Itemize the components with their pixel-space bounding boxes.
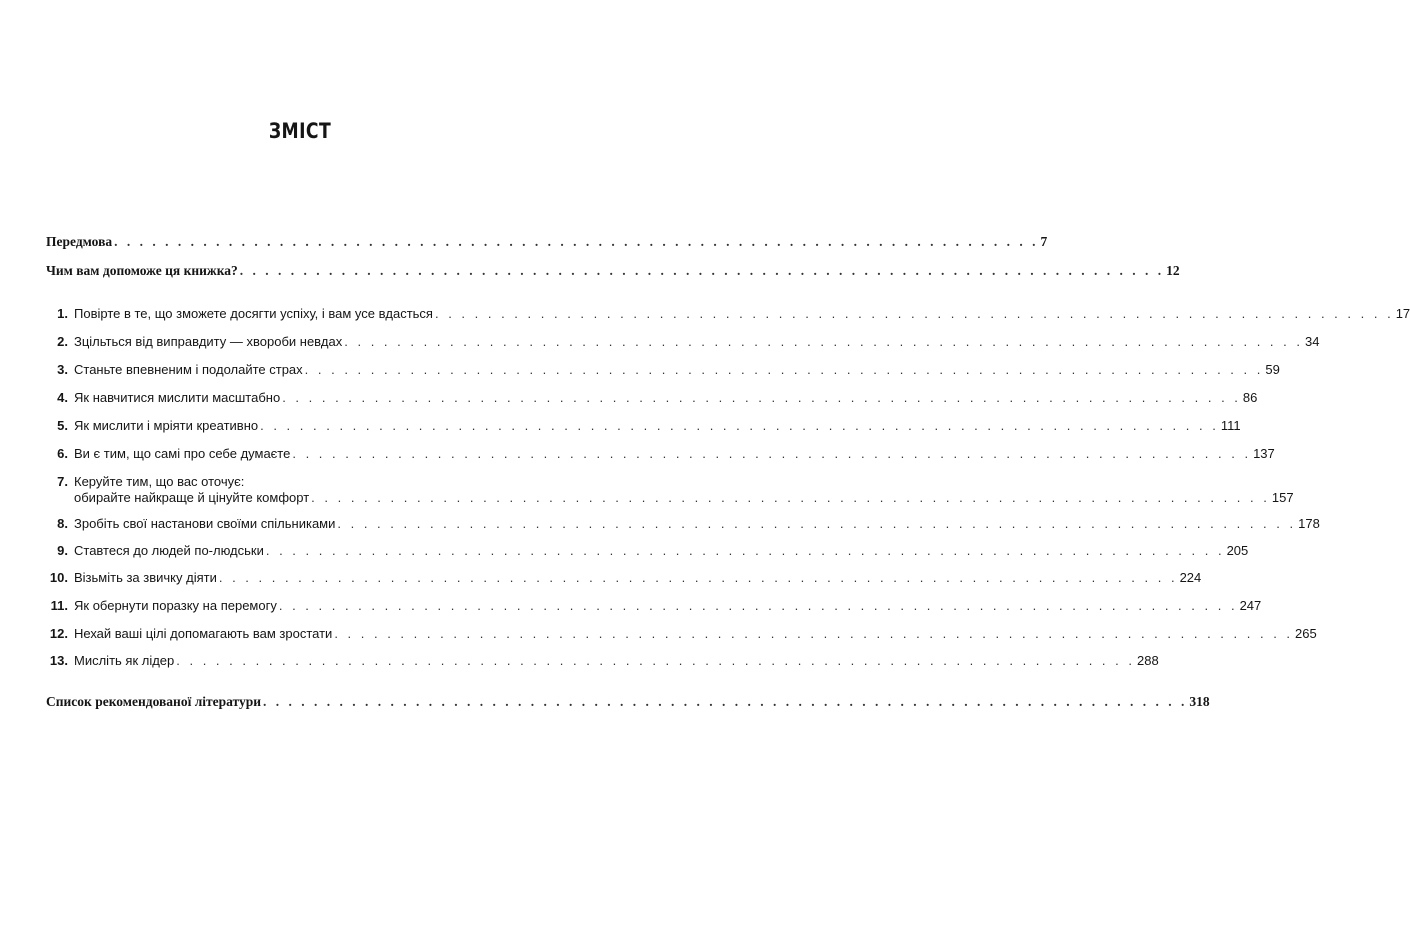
toc-leader: . . . . . . . . . . . . . . . . . . . . . . . . . . . . . . . . . . . . . . . . . . . . . . . . . . . . . . . . . . . . . . . . . . . . . . . . . — [263, 694, 1188, 709]
toc-entry-label: Станьте впевненим і подолайте страх — [74, 362, 303, 377]
toc-page-number: 34 — [1304, 334, 1320, 349]
toc-entry-chapter-9[interactable] — [46, 543, 1249, 559]
toc-entry-label: Список рекомендованої літератури — [46, 694, 262, 709]
toc-leader: . . . . . . . . . . . . . . . . . . . . . . . . . . . . . . . . . . . . . . . . . . . . . . . . . . . . . . . . . . . . . . . . . . . . . . . . . — [239, 263, 1165, 278]
toc-entry-label: Ставтеся до людей по-людськи — [74, 543, 264, 558]
toc-entry-chapter-4[interactable] — [46, 390, 1258, 406]
toc-entry-label: Як навчитися мислити масштабно — [74, 390, 281, 405]
toc-entry-chapter-1[interactable] — [46, 306, 1410, 322]
chapter-number: 9. — [57, 543, 68, 558]
toc-page-number: 12 — [1166, 263, 1180, 278]
toc-entry-label: Зцільться від виправдиту — хвороби невдах — [74, 334, 343, 349]
toc-page-number: 224 — [1179, 570, 1202, 585]
toc-leader: . . . . . . . . . . . . . . . . . . . . . . . . . . . . . . . . . . . . . . . . . . . . . . . . . . . . . . . . . . . . . . . . . . . . . . . . . — [434, 306, 1394, 321]
toc-page-number: 17 — [1395, 306, 1410, 321]
toc-leader: . . . . . . . . . . . . . . . . . . . . . . . . . . . . . . . . . . . . . . . . . . . . . . . . . . . . . . . . . . . . . . . . . . . . . . . . . — [292, 446, 1252, 461]
toc-entry-label: Ви є тим, що самі про себе думаєте — [74, 446, 291, 461]
toc-leader: . . . . . . . . . . . . . . . . . . . . . . . . . . . . . . . . . . . . . . . . . . . . . . . . . . . . . . . . . . . . . . . . . . . . . . . . . — [278, 598, 1238, 613]
toc-leader: . . . . . . . . . . . . . . . . . . . . . . . . . . . . . . . . . . . . . . . . . . . . . . . . . . . . . . . . . . . . . . . . . . . . . . . . . — [282, 390, 1241, 405]
toc-page-number: 111 — [1220, 418, 1241, 433]
chapter-number: 13. — [49, 653, 68, 668]
chapter-number: 4. — [57, 390, 68, 405]
toc-page-number: 205 — [1226, 543, 1249, 558]
toc-page-number: 178 — [1298, 516, 1320, 531]
chapter-number: 10. — [49, 570, 68, 585]
toc-page-number: 7 — [1040, 234, 1048, 249]
toc-entry-bibliography[interactable] — [46, 694, 1210, 710]
toc-entry-chapter-3[interactable] — [46, 362, 1280, 378]
toc-entry-chapter-11[interactable] — [46, 598, 1262, 614]
toc-page-number: 247 — [1239, 598, 1262, 613]
chapter-number: 3. — [57, 362, 68, 377]
chapter-number: 2. — [57, 334, 68, 349]
toc-entry-how-book-helps[interactable] — [46, 263, 1180, 279]
chapter-number: 11. — [50, 598, 68, 613]
toc-entry-label: Візьміть за звичку діяти — [74, 570, 217, 585]
toc-entry-label: Зробіть свої настанови своїми спільниками — [74, 516, 336, 531]
toc-leader: . . . . . . . . . . . . . . . . . . . . . . . . . . . . . . . . . . . . . . . . . . . . . . . . . . . . . . . . . . . . . . . . . . . . . . . . . — [218, 570, 1178, 585]
toc-entry-label-line1: Керуйте тим, що вас оточує: — [74, 474, 245, 489]
toc-leader: . . . . . . . . . . . . . . . . . . . . . . . . . . . . . . . . . . . . . . . . . . . . . . . . . . . . . . . . . . . . . . . . . . . . . . . . . — [304, 362, 1264, 377]
toc-entry-label: Передмова — [46, 234, 113, 249]
chapter-number: 1. — [57, 306, 68, 321]
toc-entry-label: Мисліть як лідер — [74, 653, 175, 668]
toc-entry-preface[interactable] — [46, 234, 1048, 250]
toc-leader: . . . . . . . . . . . . . . . . . . . . . . . . . . . . . . . . . . . . . . . . . . . . . . . . . . . . . . . . . . . . . . . . . . . . . . . . . — [344, 334, 1303, 349]
toc-entry-label: Нехай ваші цілі допомагають вам зростати — [74, 626, 333, 641]
toc-entry-chapter-6[interactable] — [46, 446, 1275, 462]
toc-leader: . . . . . . . . . . . . . . . . . . . . . . . . . . . . . . . . . . . . . . . . . . . . . . . . . . . . . . . . . . . . . . . . . . . . . . . . . — [311, 490, 1270, 505]
chapter-number: 5. — [57, 418, 68, 433]
toc-leader: . . . . . . . . . . . . . . . . . . . . . . . . . . . . . . . . . . . . . . . . . . . . . . . . . . . . . . . . . . . . . . . . . . . . . . . . . — [265, 543, 1225, 558]
toc-leader: . . . . . . . . . . . . . . . . . . . . . . . . . . . . . . . . . . . . . . . . . . . . . . . . . . . . . . . . . . . . . . . . . . . . . . . . . — [337, 516, 1297, 531]
toc-entry-label: Як мислити і мріяти креативно — [74, 418, 259, 433]
toc-leader: . . . . . . . . . . . . . . . . . . . . . . . . . . . . . . . . . . . . . . . . . . . . . . . . . . . . . . . . . . . . . . . . . . . . . . . . . — [334, 626, 1294, 641]
toc-entry-chapter-7[interactable] — [46, 474, 1294, 506]
chapter-number: 6. — [57, 446, 68, 461]
toc-page-number: 86 — [1242, 390, 1258, 405]
toc-entry-chapter-5[interactable] — [46, 418, 1241, 434]
toc-page-number: 288 — [1136, 653, 1159, 668]
page-title: ЗМІСТ — [268, 119, 332, 143]
toc-leader: . . . . . . . . . . . . . . . . . . . . . . . . . . . . . . . . . . . . . . . . . . . . . . . . . . . . . . . . . . . . . . . . . . . . . . . . . — [114, 234, 1039, 249]
chapter-number: 8. — [57, 516, 68, 531]
toc-entry-label-line2: обирайте найкраще й цінуйте комфорт — [74, 490, 310, 505]
toc-leader: . . . . . . . . . . . . . . . . . . . . . . . . . . . . . . . . . . . . . . . . . . . . . . . . . . . . . . . . . . . . . . . . . . . . . . . . . — [176, 653, 1135, 668]
toc-entry-chapter-13[interactable] — [46, 653, 1159, 669]
toc-entry-label: Повірте в те, що зможете досягти успіху, і вам усе вдасться — [74, 306, 433, 321]
toc-leader: . . . . . . . . . . . . . . . . . . . . . . . . . . . . . . . . . . . . . . . . . . . . . . . . . . . . . . . . . . . . . . . . . . . . . . . . . — [260, 418, 1219, 433]
toc-page-number: 318 — [1189, 694, 1210, 709]
toc-entry-chapter-12[interactable] — [46, 626, 1317, 642]
toc-page-number: 137 — [1253, 446, 1275, 461]
toc-entry-chapter-8[interactable] — [46, 516, 1320, 532]
chapter-number: 12. — [49, 626, 68, 641]
toc-page-number: 59 — [1265, 362, 1280, 377]
toc-entry-chapter-2[interactable] — [46, 334, 1320, 350]
toc-entry-label: Чим вам допоможе ця книжка? — [46, 263, 238, 278]
toc-entry-chapter-10[interactable] — [46, 570, 1202, 586]
toc-page-number: 157 — [1271, 490, 1294, 505]
toc-entry-label: Як обернути поразку на перемогу — [74, 598, 277, 613]
chapter-number: 7. — [57, 474, 68, 489]
toc-page-number: 265 — [1295, 626, 1317, 641]
